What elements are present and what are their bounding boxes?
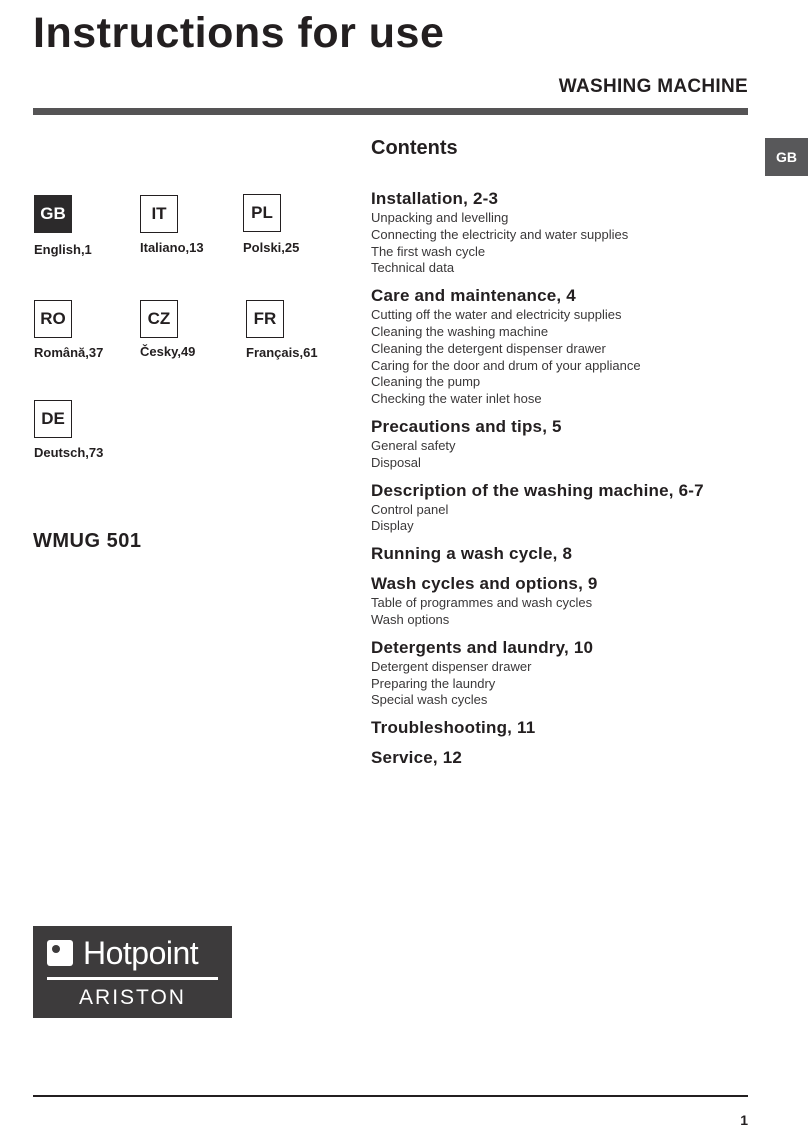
document-subtitle: WASHING MACHINE bbox=[558, 76, 748, 97]
toc-section-title[interactable]: Service, 12 bbox=[371, 748, 463, 768]
toc-item[interactable]: Connecting the electricity and water supplies bbox=[371, 226, 629, 242]
toc-section bbox=[371, 747, 771, 769]
toc-section-title[interactable]: Running a wash cycle, 8 bbox=[371, 544, 573, 564]
toc-item[interactable]: Checking the water inlet hose bbox=[371, 391, 542, 407]
contents-heading: Contents bbox=[371, 137, 458, 159]
toc-item[interactable]: General safety bbox=[371, 437, 456, 453]
toc-section-title[interactable]: Care and maintenance, 4 bbox=[371, 286, 576, 306]
toc-section-title[interactable]: Description of the washing machine, 6-7 bbox=[371, 480, 704, 500]
toc-section bbox=[371, 480, 771, 536]
toc-item[interactable]: Unpacking and levelling bbox=[371, 210, 509, 225]
logo-brand-ariston: ARISTON bbox=[79, 986, 186, 1009]
toc-section bbox=[371, 188, 771, 277]
toc-item[interactable]: Display bbox=[371, 518, 414, 534]
language-code-fr[interactable]: FR bbox=[246, 300, 284, 338]
toc-item[interactable]: Special wash cycles bbox=[371, 692, 488, 708]
toc-section bbox=[371, 285, 771, 408]
toc-section-title[interactable]: Troubleshooting, 11 bbox=[371, 718, 536, 738]
toc-item[interactable]: Control panel bbox=[371, 501, 449, 517]
toc-section bbox=[371, 637, 771, 709]
language-code-cz[interactable]: CZ bbox=[140, 300, 178, 338]
toc-section bbox=[371, 573, 771, 629]
toc-item[interactable]: Preparing the laundry bbox=[371, 675, 496, 691]
toc-section bbox=[371, 543, 771, 565]
language-label-cz[interactable]: Česky,49 bbox=[140, 344, 196, 359]
toc-item[interactable]: Disposal bbox=[371, 454, 421, 470]
toc-section-title[interactable]: Precautions and tips, 5 bbox=[371, 416, 562, 436]
toc-item[interactable]: Cleaning the detergent dispenser drawer bbox=[371, 340, 606, 356]
toc-section bbox=[371, 717, 771, 739]
hotpoint-ariston-logo bbox=[33, 926, 232, 1018]
page-title: Instructions for use bbox=[33, 9, 445, 57]
toc-item[interactable]: The first wash cycle bbox=[371, 243, 486, 259]
language-label-gb[interactable]: English,1 bbox=[34, 242, 92, 257]
language-label-ro[interactable]: Română,37 bbox=[34, 345, 104, 360]
language-label-pl[interactable]: Polski,25 bbox=[243, 240, 300, 255]
language-code-it[interactable]: IT bbox=[140, 195, 178, 233]
language-label-de[interactable]: Deutsch,73 bbox=[34, 445, 104, 460]
language-label-fr[interactable]: Français,61 bbox=[246, 345, 318, 360]
language-code-gb[interactable]: GB bbox=[34, 195, 72, 233]
toc-section-title[interactable]: Installation, 2-3 bbox=[371, 189, 499, 208]
language-code-pl[interactable]: PL bbox=[243, 194, 281, 232]
language-code-de[interactable]: DE bbox=[34, 400, 72, 438]
toc-section-title[interactable]: Detergents and laundry, 10 bbox=[371, 637, 594, 657]
table-of-contents bbox=[371, 188, 771, 777]
language-side-tab[interactable]: GB bbox=[765, 138, 808, 176]
language-code-ro[interactable]: RO bbox=[34, 300, 72, 338]
toc-section-title[interactable]: Wash cycles and options, 9 bbox=[371, 574, 598, 594]
toc-item[interactable]: Cleaning the pump bbox=[371, 374, 481, 390]
toc-section bbox=[371, 416, 771, 472]
toc-item[interactable]: Detergent dispenser drawer bbox=[371, 658, 532, 674]
toc-item[interactable]: Cleaning the washing machine bbox=[371, 323, 549, 339]
toc-item[interactable]: Wash options bbox=[371, 611, 450, 627]
toc-item[interactable]: Table of programmes and wash cycles bbox=[371, 595, 593, 611]
hotpoint-logo-icon bbox=[47, 940, 73, 966]
header-divider bbox=[33, 108, 748, 115]
logo-divider bbox=[47, 977, 218, 980]
model-number: WMUG 501 bbox=[33, 530, 142, 552]
toc-item[interactable]: Caring for the door and drum of your appliance bbox=[371, 357, 641, 373]
language-label-it[interactable]: Italiano,13 bbox=[140, 240, 204, 255]
page-number: 1 bbox=[740, 1112, 748, 1128]
toc-item[interactable]: Cutting off the water and electricity supplies bbox=[371, 307, 622, 323]
logo-brand-hotpoint: Hotpoint bbox=[83, 935, 199, 971]
footer-divider bbox=[33, 1095, 748, 1097]
toc-item[interactable]: Technical data bbox=[371, 260, 455, 276]
